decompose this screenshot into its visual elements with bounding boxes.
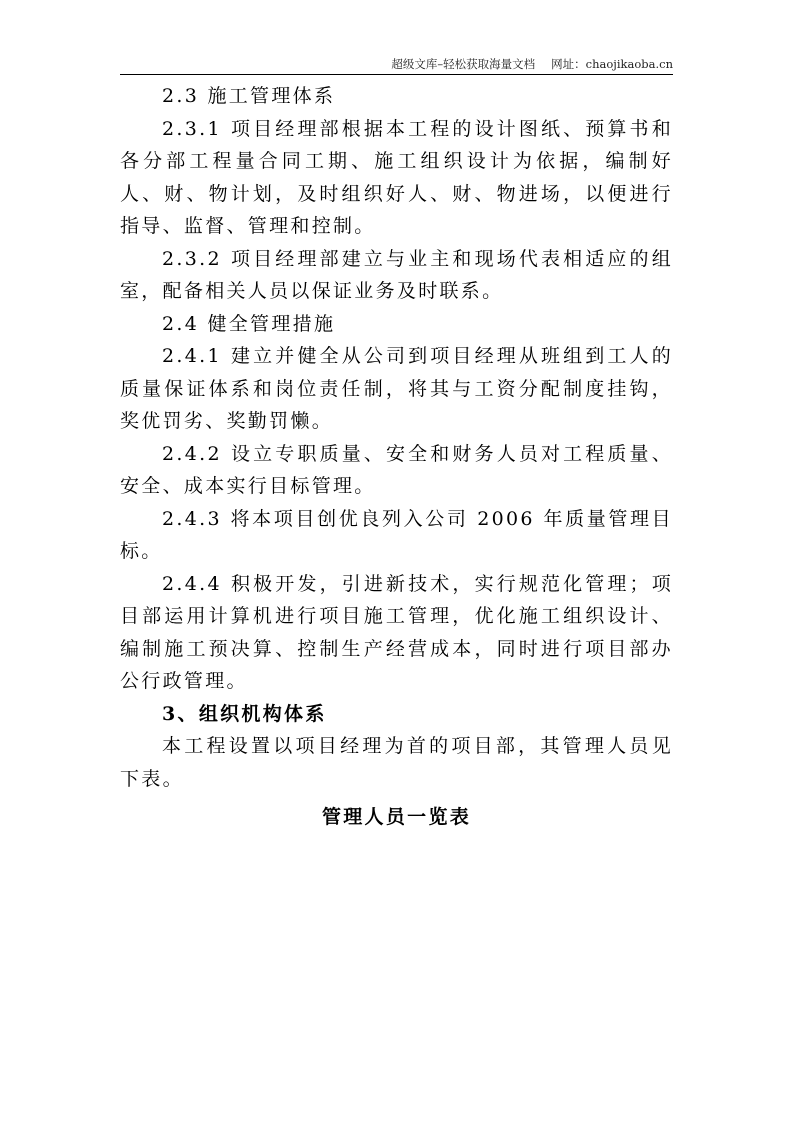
document-body bbox=[120, 80, 673, 834]
paragraph-2-4-1: 2.4.1 建立并健全从公司到项目经理从班组到工人的质量保证体系和岗位责任制，将其与工资分配制度挂钩，奖优罚劣、奖勤罚懒。 bbox=[120, 345, 673, 432]
paragraph-2-3-1: 2.3.1 项目经理部根据本工程的设计图纸、预算书和各分部工程量合同工期、施工组织设计为依据，编制好人、财、物计划，及时组织好人、财、物进场，以便进行指导、监督、管理和控制。 bbox=[120, 117, 673, 237]
header-url: 网址：chaojikaoba.cn bbox=[551, 57, 673, 71]
paragraph-2-4-3: 2.4.3 将本项目创优良列入公司 2006 年质量管理目标。 bbox=[120, 507, 673, 562]
paragraph-2-3-2: 2.3.2 项目经理部建立与业主和现场代表相适应的组室，配备相关人员以保证业务及时联系。 bbox=[120, 247, 673, 302]
paragraph-2-4-2: 2.4.2 设立专职质量、安全和财务人员对工程质量、安全、成本实行目标管理。 bbox=[120, 442, 673, 497]
section-heading-3: 3、组织机构体系 bbox=[162, 702, 327, 725]
header-site-name: 超级文库–轻松获取海量文档 bbox=[391, 57, 536, 71]
paragraph-3-intro: 本工程设置以项目经理为首的项目部，其管理人员见下表。 bbox=[120, 735, 673, 790]
table-title: 管理人员一览表 bbox=[321, 806, 472, 828]
page-header bbox=[120, 56, 673, 75]
paragraph-2-4-4: 2.4.4 积极开发，引进新技术，实行规范化管理；项目部运用计算机进行项目施工管理，优化施工组织设计、编制施工预决算、控制生产经营成本，同时进行项目部办公行政管理。 bbox=[120, 572, 673, 692]
section-heading-2-4: 2.4 健全管理措施 bbox=[162, 312, 336, 335]
section-heading-2-3: 2.3 施工管理体系 bbox=[162, 85, 336, 107]
